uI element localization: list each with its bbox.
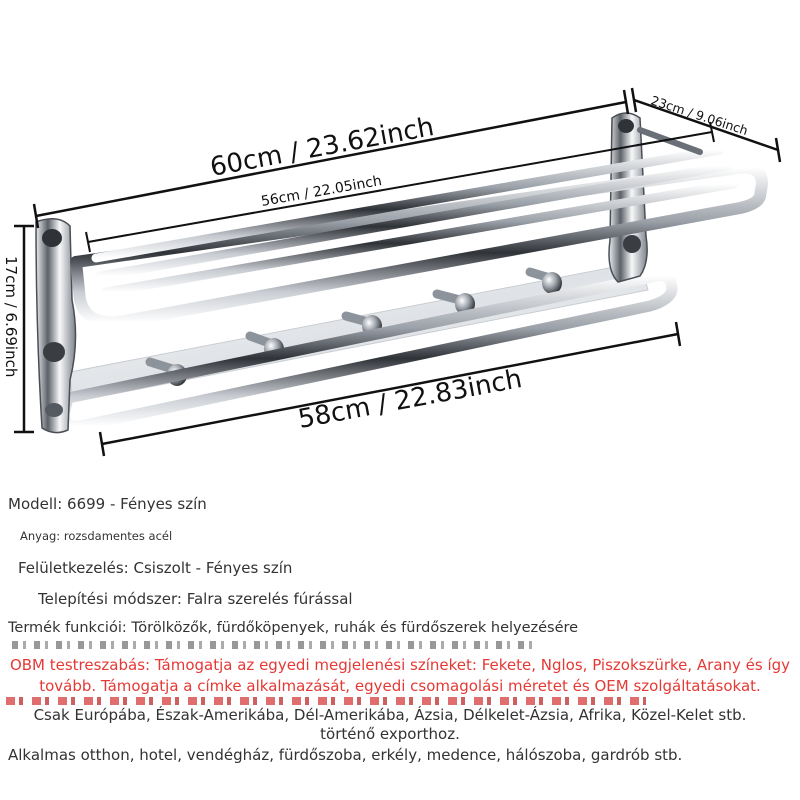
markets-line-2: történő exporthoz. [320, 725, 460, 743]
oem-line-2: tovább. Támogatja a címke alkalmazását, egyedi csomagolási méretet és OEM szolgáltatásokat. [39, 677, 761, 695]
markets-line-1: Csak Európába, Észak-Amerikába, Dél-Amerikába, Ázsia, Délkelet-Ázsia, Afrika, Közel-Kelet stb. [33, 706, 747, 724]
oem-line-1: OBM testreszabás: Támogatja az egyedi megjelenési színeket: Fekete, Nglos, Piszokszürke, Arany és így [9, 656, 791, 674]
spec-finish: Felületkezelés: Csiszolt - Fényes szín [18, 559, 293, 577]
export-markets [0, 706, 780, 744]
dim-total-width: 60cm / 23.62inch [207, 112, 437, 183]
spec-model: Modell: 6699 - Fényes szín [8, 495, 207, 513]
spec-installation: Telepítési módszer: Falra szerelés fúrással [38, 590, 353, 608]
ghost-red-row [6, 697, 646, 705]
usage-note: Alkalmas otthon, hotel, vendégház, fürdőszoba, erkély, medence, hálószoba, gardrób stb. [8, 746, 683, 764]
dim-depth: 23cm / 9.06inch [649, 92, 750, 139]
spec-material: Anyag: rozsdamentes acél [20, 529, 173, 543]
left-wall-bracket [36, 219, 76, 433]
spec-function: Termék funkciói: Törölközők, fürdőköpenyek, ruhák és fürdőszerek helyezésére [8, 620, 579, 636]
dim-height: 17cm / 6.69inch [2, 256, 20, 378]
dim-lower-bar-width: 58cm / 22.83inch [295, 364, 525, 435]
dim-inner-width: 56cm / 22.05inch [259, 172, 384, 210]
oem-note [0, 655, 800, 697]
ghost-text-row [12, 641, 532, 649]
